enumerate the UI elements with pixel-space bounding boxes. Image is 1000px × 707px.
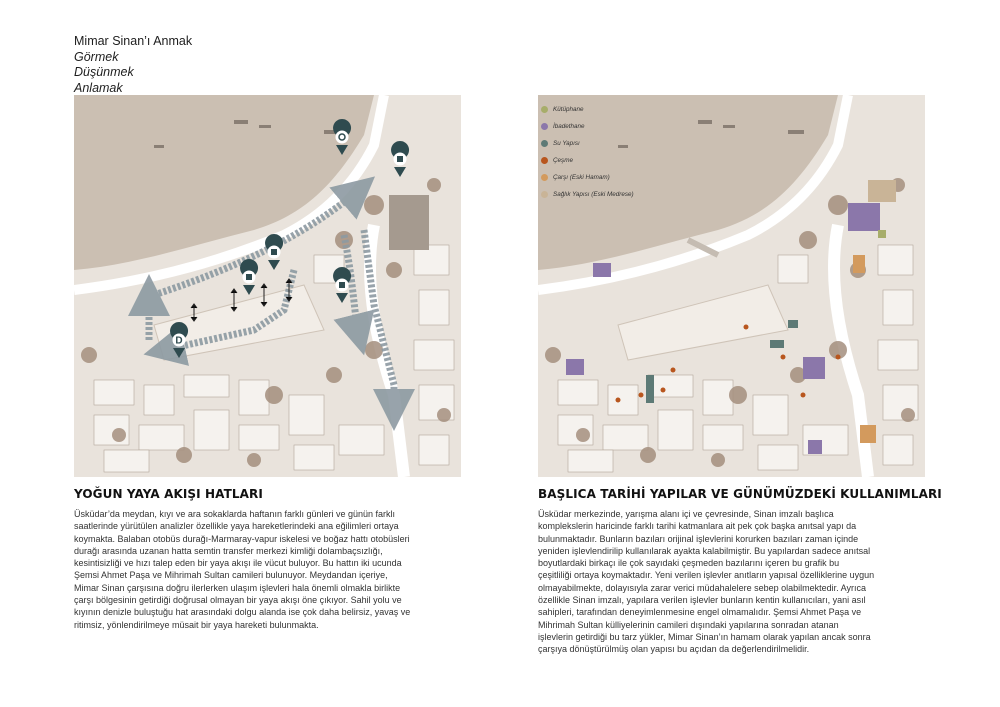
- legend-item-worship: [541, 123, 585, 130]
- pedestrian-flow-map: [74, 95, 461, 477]
- text-line: çarşı bölgesinin getirdiği doğrusal olmayan bir yaya akışı öne çıkıyor. Sahil yolu ve: [74, 595, 402, 606]
- legend-swatch: [541, 106, 548, 113]
- water-structure: [646, 375, 654, 403]
- text-line: kıyının denizle buluştuğu hat arasındaki dolgu alanda ise çok daha belirsiz, yavaş ve: [74, 607, 411, 618]
- mosque-building: [566, 359, 584, 375]
- text-line: sahipleri, tarafından deneyimlenmesine engel olmamalıdır. Şemsi Ahmet Paşa ve: [538, 607, 862, 618]
- pedestrian-flow-description: [74, 508, 466, 631]
- subtitle-line-2: Düşünmek: [74, 65, 134, 79]
- page-header: [74, 34, 192, 96]
- subtitle-line-1: Görmek: [74, 49, 119, 64]
- legend-item-library: [541, 106, 583, 113]
- legend-item-bazaar: [541, 174, 610, 181]
- historic-structures-description: [538, 508, 930, 656]
- text-line: işlevlerin getirdiği bu tarz yükler, Mimar Sinan’ın hamam olarak yapılan ancak sonra: [538, 631, 871, 642]
- text-line: Şemsi Ahmet Paşa ve Mihrimah Sultan camileri bulunuyor. Meydandan içeriye,: [74, 570, 388, 581]
- subtitle-line-3: Anlamak: [74, 80, 123, 95]
- text-line: çarşıya dönüştürülmüş olan yapısı bu açıdan da değerlendirilmelidir.: [538, 644, 810, 655]
- water-structure: [788, 320, 798, 328]
- legend-item-water: [541, 140, 580, 147]
- legend-swatch: [541, 157, 548, 164]
- parking-block: [389, 195, 429, 250]
- marker-d-label: D: [175, 335, 183, 347]
- text-line: olmayabilmekte, dolayısıyla zarar verici müdahalelere sebep olabilmektedir. Ayrıca: [538, 582, 866, 593]
- legend-swatch: [541, 123, 548, 130]
- legend-label: Çeşme: [553, 157, 573, 164]
- mosque-building: [848, 203, 880, 231]
- text-line: çeşitliliği ortaya koymaktadır. Yeni verilen işlevler anıtların yapısal özelliklerine uygun: [538, 570, 875, 581]
- legend-label: Sağlık Yapısı (Eski Medrese): [553, 191, 634, 198]
- text-line: Üsküdar’da meydan, kıyı ve ara sokaklarda haftanın farklı günleri ve günün farklı: [74, 509, 396, 519]
- text-line: Mimar Sinan çarşısına doğru ilerlerken ulaşım işlevleri hala önemli olmakla birlikte: [74, 582, 401, 593]
- section-title-pedestrian-flows: YOĞUN YAYA AKIŞI HATLARI: [74, 487, 263, 501]
- text-line: bulunmaktadır. Bunların bazıları orijinal işlevlerini korurken bazıları zaman içinde: [538, 533, 859, 544]
- historic-structures-map: [538, 95, 925, 477]
- text-line: komplekslerin haricinde farklı tarihi katmanlara ait pek çok başka anıtsal yapı da: [538, 521, 857, 532]
- text-line: Mihrimah Sultan külliyelerinin camileri dışındaki yapılarına sonradan atanan: [538, 619, 839, 630]
- pedestrian-flow-map-drawing: [74, 95, 461, 477]
- legend-item-health: [541, 191, 634, 198]
- bazaar-building: [853, 255, 865, 273]
- legend-label: Çarşı (Eski Hamam): [553, 174, 610, 181]
- mosque-building: [593, 263, 611, 277]
- legend-swatch: [541, 174, 548, 181]
- mosque-building: [803, 357, 825, 379]
- text-line: özellikle Sinan imzalı, yapılara verilen işlevler bunların kentin kullanıcıları, yani asıl: [538, 595, 866, 606]
- text-line: koymakta. Balaban otobüs durağı-Marmaray-vapur iskelesi ve boğaz hattı otobüsleri: [74, 533, 410, 544]
- legend-label: Kütüphane: [553, 106, 584, 113]
- legend-label: İbadethane: [553, 123, 585, 130]
- text-line: boyutlardaki birkaçı ile çok sayıdaki çeşmeden bazılarını içeren bu grafik bu: [538, 558, 840, 569]
- page-title: Mimar Sinan’ı Anmak: [74, 34, 193, 48]
- health-building: [868, 180, 896, 202]
- bazaar-building: [860, 425, 876, 443]
- legend-swatch: [541, 140, 548, 147]
- section-title-historic-structures: BAŞLICA TARİHİ YAPILAR VE GÜNÜMÜZDEKİ KULLANIMLARI: [538, 487, 942, 501]
- text-line: durağı arasında uzanan hatta semtin transfer merkezi kimliği dolambaçsızlığı,: [74, 545, 383, 556]
- text-line: kesintisizliği ve hızı talep eden bir yaya akışı ile vücut buluyor. Bu hattın iki ucunda: [74, 558, 402, 569]
- text-line: ritimsiz, yönlendirilmeye müsait bir yaya hareketi bulunmakta.: [74, 619, 319, 630]
- legend-label: Su Yapısı: [553, 140, 580, 147]
- text-line: saatlerinde yürütülen analizler özellikle yaya hareketlerindeki ana eğilimleri ortaya: [74, 521, 399, 532]
- library-building: [878, 230, 886, 238]
- text-line: Üsküdar merkezinde, yarışma alanı içi ve çevresinde, Sinan imzalı başlıca: [538, 509, 834, 519]
- legend-swatch: [541, 191, 548, 198]
- legend-item-fountain: [541, 157, 573, 164]
- mosque-building: [808, 440, 822, 454]
- historic-structures-map-drawing: [538, 95, 925, 477]
- text-line: yeniden işlevlendirilip kullanılarak ayakta kalabilmiştir. Bu yapılardan sadece anıtsal: [538, 545, 871, 556]
- water-structure: [770, 340, 784, 348]
